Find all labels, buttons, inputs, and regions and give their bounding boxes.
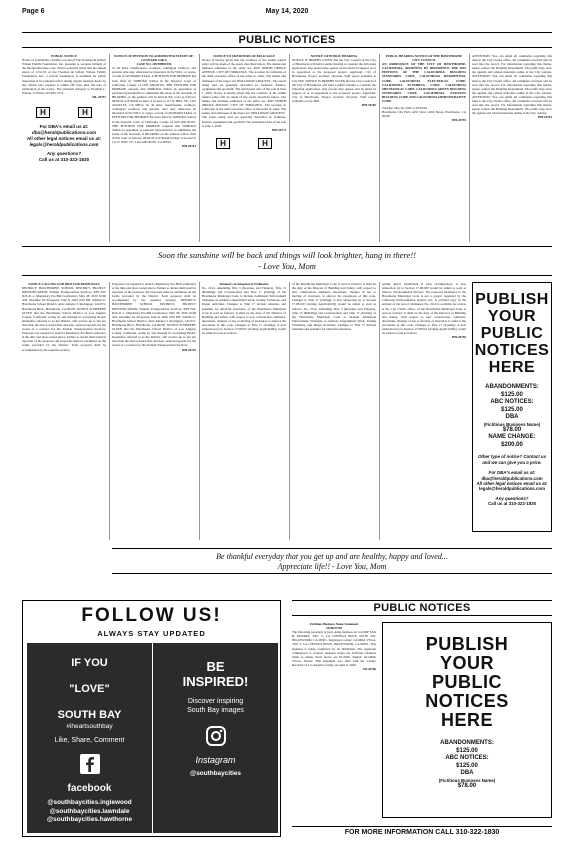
questions-label: Any questions? xyxy=(46,151,82,157)
fbn-body: The following person(s) is (are) doing business as: GLORY TAX & NOTARY, 3301 S. LA CIENEGA BLVD SUITE 305, INGLEWOOD, CA 90301. Registered owner: GLORIA VEGA, 3301 S. LA CIENEGA BLVD, INGLEWOOD, CA 90301. This business is being conducted by an Individual. The registrant commenced to transact business under the fictitious business name or names listed above on: 01/2020. Signed: GLORIA VEGA, Owner. This statement was filed with the County Recorder of Los Angeles County on April 6, 2020. xyxy=(292,630,376,667)
logo-row xyxy=(202,138,286,149)
fb-handle-inglewood[interactable]: @southbaycities.inglewood xyxy=(47,799,132,806)
legal-email-label: All other legal notices email us at: xyxy=(26,136,102,142)
call-label: Call us at 310-322-1830 xyxy=(38,157,90,163)
quote-signature: - Love You, Mom xyxy=(258,261,316,271)
herald-logo-icon: H xyxy=(216,138,230,149)
section-title-public-notices-2: PUBLIC NOTICES xyxy=(292,600,552,616)
notice-body: Notice is hereby given that the creditors of the within named seller will be made of the assets described below. The names and business addresses of the seller are: 4025 NORTH ORIOLE AVENUE, CITY OF TORRANCE. The location in California of the chief executive office of the seller is: same. The names and addresses of the buyer are: HOLLOWAY GROUP PC. The assets being sold are generally described as: furniture, fixtures, equipment and goodwill. The anticipated date of the sale is June 1, 2020. xyxy=(202,58,286,95)
logo-row xyxy=(22,107,106,118)
ad-legal-email[interactable]: legals@heraldpublications.com xyxy=(478,486,545,492)
notice-ref: HL-26757 xyxy=(92,94,106,99)
fb-handle-hawthorne[interactable]: @southbaycities.hawthorne xyxy=(46,816,133,823)
notice-column-5 xyxy=(382,54,466,242)
page-number: Page 6 xyxy=(22,8,45,15)
case-number: CASE NO. 20STPB01594 xyxy=(136,62,172,67)
fbn-number: 2020047758 xyxy=(326,626,342,631)
instagram-icon[interactable] xyxy=(205,725,227,747)
notice-body-cont: No. 2214, Amending Title 3 (Revenue and Finance), Title 15 (Buildings and Construction) and Title 17 (Zoning) of the Hawthorne Municipal Code to Include Additional Enforcement Strategies to Address Unpermitted Work, Zoning Violations, and Illegal Activities. Changes to Title 17 include remedies and penalties for unlawful structures. xyxy=(292,306,376,332)
notice-body-cont: Proposers are required to attend a Mandatory Pre-Bid Conference at the time and place stated above. Failure to attend shall result in rejection of the proposal. All proposals must be submitted on the forms provided by the District. Each proposal shall be accompanied by the required security. xyxy=(22,331,106,352)
instagram-panel[interactable]: BE INSPIRED! Discover inspiring South Bay images Instagram @southbaycities xyxy=(153,643,278,833)
fbn-title: Fictitious Business Name Statement xyxy=(309,622,359,626)
notice-body: ATTENTION: You can email all comments regarding this item to the City Clerk's office. All comments received will be read into the record. For information regarding this matter, please contact the Planning Department. The public may view the agenda and related materials online at the City website. xyxy=(472,54,552,75)
page-header xyxy=(22,8,552,20)
instagram-wordmark: Instagram xyxy=(195,755,236,765)
herald-logo-icon: H xyxy=(258,138,272,149)
estate-name: LEONARD SAKA xyxy=(141,58,167,63)
section-title-public-notices: PUBLIC NOTICES xyxy=(22,32,552,48)
column-divider xyxy=(109,54,110,242)
fbn-ref: HI-26766 xyxy=(363,667,376,672)
ordinance-column-3 xyxy=(202,282,286,540)
notice-body-cont: ATTENTION: You can email all comments regarding this item to the City Clerk's office. All comments received will be read into the record. For information regarding this matter, please contact the Planning Department. The public may view the agenda and related materials online at the City website. xyxy=(472,74,552,95)
notice-column-6 xyxy=(472,54,552,242)
fb-handle-lawndale[interactable]: @southbaycities.lawndale xyxy=(49,807,130,815)
notice-column-2 xyxy=(112,54,196,242)
notice-column-4 xyxy=(292,54,376,242)
column-divider xyxy=(109,282,110,540)
notice-body-cont: of the Hawthorne Municipal Code is read as follows: It shall be the duty of the Director of Building and Safety, with respect to new construction, additions, alterations, changes of use or moving of structures to enforce the provisions of this code. Changes to Title 17 (Zoning): A new subsection (i) to Section 17.08.010 (Zoning Applicability) would be added to read as follows. xyxy=(382,306,466,336)
facebook-wordmark: facebook xyxy=(67,783,112,794)
hearing-place: Hawthorne City Hall, 4455 West 126th Street, Hawthorne, CA 90250 xyxy=(382,110,466,119)
ad-headline: PUBLISH YOUR PUBLIC NOTICES HERE xyxy=(474,291,550,376)
notice-body-cont: of the Hawthorne Municipal Code is read as follows: It shall be the duty of the Director of Building and Safety, with respect to new construction, additions, alterations, changes of use or moving of structures to enforce the provisions of this code. Changes to Title 17 (Zoning): A new subsection (i) to Section 17.08.010 (Zoning Applicability) would be added to read as follows. xyxy=(202,306,286,336)
column-divider xyxy=(199,54,200,242)
quote-banner-1 xyxy=(22,246,552,276)
notice-body-cont: To all heirs, beneficiaries, creditors, contingent creditors, and persons who may otherwise be interested in the WILL or estate, or both of LEONARD SAKA. A PETITION FOR PROBATE has been filed by NOBUKO SAKA in the Superior Court of California, County of LOS ANGELES. THE PETITION FOR PROBATE requests that NOBUKO SAKA be appointed as personal representative to administer the estate of the decedent. A HEARING on the petition will be held in this court as follows: 06/02/20 at 8:30AM in Dept. 9 located at 111 N. HILL ST., LOS ANGELES, CA 90012. xyxy=(112,103,196,144)
bids-column-1 xyxy=(22,282,106,582)
notice-title: NOTICE CALLING FOR BIDS FOR PROPOSALS xyxy=(28,282,100,286)
notice-body: Proposers are required to attend a Mandatory Pre-Bid Conference at the time and place stated above. Failure to attend shall result in rejection of the proposal. All proposals must be submitted on the forms provided by the District. Each proposal shall be accompanied by the required security. xyxy=(112,282,196,303)
column-divider xyxy=(199,282,200,540)
hearing-date: Tuesday, May 26, 2020 at 6:00 PM xyxy=(382,106,427,111)
facebook-panel[interactable]: IF YOU "LOVE" SOUTH BAY #iheartsouthbay Like, Share, Comment facebook @southbaycities.inglewood @southbaycities.lawndale @southbaycities.hawthorne xyxy=(27,643,152,833)
follow-subtitle: ALWAYS STAY UPDATED xyxy=(97,629,206,638)
notice-body-cont: NOTICE IS HEREBY GIVEN that the City Council of the City of Hawthorne will hold a public hearing to consider the following application. Any person may appear and be heard in support of or in opposition to the proposed project. Applicant: City of Hawthorne. Project location: citywide. Staff report available at City Hall. xyxy=(292,78,376,104)
quote-text: Be thankful everyday that you get up and are healthy, happy and loved... xyxy=(216,552,448,561)
notice-title: PUBLIC NOTICE xyxy=(51,54,77,58)
legal-email-link[interactable]: legals@heraldpublications.com xyxy=(29,142,99,148)
notice-ref: HH-26755 xyxy=(182,347,196,352)
notice-ref: HH-26760 xyxy=(362,103,376,108)
notice-ref: HH-26763 xyxy=(538,115,552,120)
ad-legal-label: All other legal notices email us at: xyxy=(476,481,548,487)
notice-body: DISTRICT: HAWTHORNE SCHOOL DISTRICT. PROJECT IDENTIFICATION: Student Transportation Services. RFP NO: R23-21-1. Mandatory Pre-Bid Conference: May 28, 2020 10:00 AM. Deadline for Proposals: June 8, 2020 2:00 PM. Submit to: Hawthorne School District, Attn: Amador I. Rodriguez, 14120 S. Hawthorne Blvd., Hawthorne, CA 90250. NOTICE IS HEREBY GIVEN that the Hawthorne School District of Los Angeles County, California, acting by and through its Governing Board, hereinafter referred to as the District, will receive up to but not later than the above-stated time and date, sealed proposals for the award of a contract for the Student Transportation Services. xyxy=(22,286,106,332)
ad-headline: PUBLISH YOUR PUBLIC NOTICES HERE xyxy=(425,634,509,730)
ad-dba-email[interactable]: dba@heraldpublications.com xyxy=(481,475,543,481)
issue-date: May 14, 2020 xyxy=(265,8,309,15)
notice-body-cont: Notice is hereby given that the creditors of the within named seller will be made of the assets described below. The names and business addresses of the seller are: 4025 NORTH ORIOLE AVENUE, CITY OF TORRANCE. The location in California of the chief executive office of the seller is: same. The names and addresses of the buyer are: HOLLOWAY GROUP PC. The assets being sold are generally described as: furniture, fixtures, equipment and goodwill. The anticipated date of the sale is June 1, 2020. xyxy=(202,90,286,128)
notice-ref: HH-26761 xyxy=(182,144,196,149)
notice-ref: HH-26759 xyxy=(452,118,466,123)
ad-rates: ABANDONMENTS: $125.00 ABC NOTICES: $125.00 DBA (Fictitious Business Name) $78.00 xyxy=(438,740,496,789)
notice-title: PUBLIC HEARING NOTICE OF THE HAWTHORNE CITY COUNCIL xyxy=(385,54,463,63)
dba-email-label: For DBA's email us at: xyxy=(39,124,89,130)
column-divider xyxy=(289,282,290,540)
notice-ref: HH-26773 xyxy=(272,127,286,132)
ordinance-column-4 xyxy=(292,282,376,540)
ad-other: Other type of notice? Contact us and we can give you a price. xyxy=(477,454,547,465)
notice-body: of the Hawthorne Municipal Code is read as follows: It shall be the duty of the Director of Building and Safety, with respect to new construction, additions, alterations, changes of use or moving of structures to enforce the provisions of this code. Changes to Title 17 (Zoning): A new subsection (i) to Section 17.08.010 (Zoning Applicability) would be added to read as follows. xyxy=(292,282,376,311)
follow-us-ad xyxy=(22,600,281,837)
column-divider xyxy=(469,54,470,242)
bids-column-2 xyxy=(112,282,196,540)
contact-block xyxy=(22,124,106,163)
ordinance-text: AN ORDINANCE OF THE CITY OF HAWTHORNE, CALIFORNIA, ADOPTING BY REFERENCE THE 2019 EDITIONS OF THE CALIFORNIA BUILDING STANDARDS CODE, CALIFORNIA RESIDENTIAL CODE, CALIFORNIA ELECTRICAL CODE, CALIFORNIA PLUMBING CODE, CALIFORNIA MECHANICAL CODE, CALIFORNIA GREEN BUILDING STANDARDS CODE, CALIFORNIA EXISTING BUILDING CODE AND CALIFORNIA ADMINISTRATIVE CODE. xyxy=(382,62,466,104)
publish-notices-ad-2 xyxy=(382,622,552,818)
notice-body: NOTICE IS HEREBY GIVEN that the City Council of the City of Hawthorne will hold a public hearing to consider the following application. Any person may appear and be heard in support of or in opposition to the proposed project. Applicant: City of Hawthorne. Project location: citywide. Staff report available at City Hall. xyxy=(292,58,376,83)
notice-ref: HH-26758 xyxy=(452,335,466,340)
herald-logo-icon: H xyxy=(78,107,92,118)
notice-title: NOTICE OF PETITION TO ADMINISTER ESTATE OF: xyxy=(114,54,194,58)
ad-dba-label: For DBA's email us at: xyxy=(488,470,536,476)
publish-notices-ad xyxy=(472,282,552,532)
facebook-icon[interactable] xyxy=(79,753,101,775)
herald-logo-icon: H xyxy=(36,107,50,118)
ig-handle[interactable]: @southbaycities xyxy=(190,770,241,777)
quote-text: Soon the sunshine will be back and things will look brighter, hang in there!! xyxy=(158,250,416,260)
quote-text-2: Appreciate life!! - Love You, Mom xyxy=(277,562,387,571)
fbn-column xyxy=(292,622,376,822)
notice-title: Summary of Adoption of Ordinance xyxy=(219,282,269,286)
notice-title: NOTICE TO CREDITORS OF BULK SALE xyxy=(213,54,275,58)
notice-body: No. 2214, Amending Title 3 (Revenue and Finance), Title 15 (Buildings and Construction) and Title 17 (Zoning) of the Hawthorne Municipal Code to Include Additional Enforcement Strategies to Address Unpermitted Work, Zoning Violations, and Illegal Activities. Changes to Title 17 include remedies and penalties for unlawful structures. xyxy=(202,286,286,311)
ordinance-column-5 xyxy=(382,282,466,540)
notice-body-cont: ATTENTION: You can email all comments regarding this item to the City Clerk's office. All comments received will be read into the record. For information regarding this matter, please contact the Planning Department. The public may view the agenda and related materials online at the City website. xyxy=(472,94,552,116)
footer-info: FOR MORE INFORMATION CALL 310-322-1830 xyxy=(292,826,552,836)
notice-column-1 xyxy=(22,54,106,242)
ad-call: Call us at 310-322-1830 xyxy=(487,501,537,507)
notice-title: NOTICE OF PUBLIC HEARING xyxy=(310,54,358,58)
notice-body: Notice of availability of public records of The Freeman & Gilbert Wilson Family Foundation, Inc. pursuant to sections 6104(d) of the Internal Revenue code. Notice is hereby given that the annual return of 1231/19 of the Freeman & Gilbert Wilson Family Foundation, Inc., a private foundation, is available for public inspection at its principal office during regular business hours by any citizen who requests it within 180 days after the date of publication of the notice. The principal manager is Freeman L. Wilson, Jr. Phone 310-835-1574. xyxy=(22,58,106,95)
ad-questions: Any questions? xyxy=(495,495,529,501)
ad-rates: ABANDONMENTS: $125.00 ABC NOTICES: $125.00 DBA (Fictitious Business Name) $78.00 NAME CHANGE: $200.00 xyxy=(483,384,541,448)
column-divider xyxy=(379,282,380,540)
notice-body-cont: DISTRICT: HAWTHORNE SCHOOL DISTRICT. PROJECT IDENTIFICATION: Student Transportation Services. RFP NO: R23-21-1. Mandatory Pre-Bid Conference: May 28, 2020 10:00 AM. Deadline for Proposals: June 8, 2020 2:00 PM. Submit to: Hawthorne School District, Attn: Amador I. Rodriguez, 14120 S. Hawthorne Blvd., Hawthorne, CA 90250. NOTICE IS HEREBY GIVEN that the Hawthorne School District of Los Angeles County, California, acting by and through its Governing Board, hereinafter referred to as the District, will receive up to but not later than the above-stated time and date, sealed proposals for the award of a contract for the Student Transportation Services. xyxy=(112,298,196,348)
column-divider xyxy=(289,54,290,242)
follow-title: FOLLOW US! xyxy=(81,605,222,626)
notice-body: To all heirs, beneficiaries, creditors, contingent creditors, and persons who may otherwise be interested in the WILL or estate, or both of LEONARD SAKA. A PETITION FOR PROBATE has been filed by NOBUKO SAKA in the Superior Court of California, County of LOS ANGELES. THE PETITION FOR PROBATE requests that NOBUKO SAKA be appointed as personal representative to administer the estate of the decedent. A HEARING on the petition will be held in this court as follows: 06/02/20 at 8:30AM in Dept. 9 located at 111 N. HILL ST., LOS ANGELES, CA 90012. xyxy=(112,66,196,108)
quote-banner-2 xyxy=(112,548,552,574)
notice-column-3 xyxy=(202,54,286,242)
dba-email-link[interactable]: dba@heraldpublications.com xyxy=(31,130,97,136)
notice-body: permit and/or entitlement if such circumstances. A new subsection (i) to Section 17.08.030 would be added to read as follows. Environmental Review: The proposed Ordinance to the Hawthorne Municipal Code is not a project regulated by the California Environmental Quality Act. A certified copy of the entirety of the text of Ordinance No. 2214 is available for review at the City Clerk's office. xyxy=(382,282,466,311)
column-divider xyxy=(379,54,380,242)
